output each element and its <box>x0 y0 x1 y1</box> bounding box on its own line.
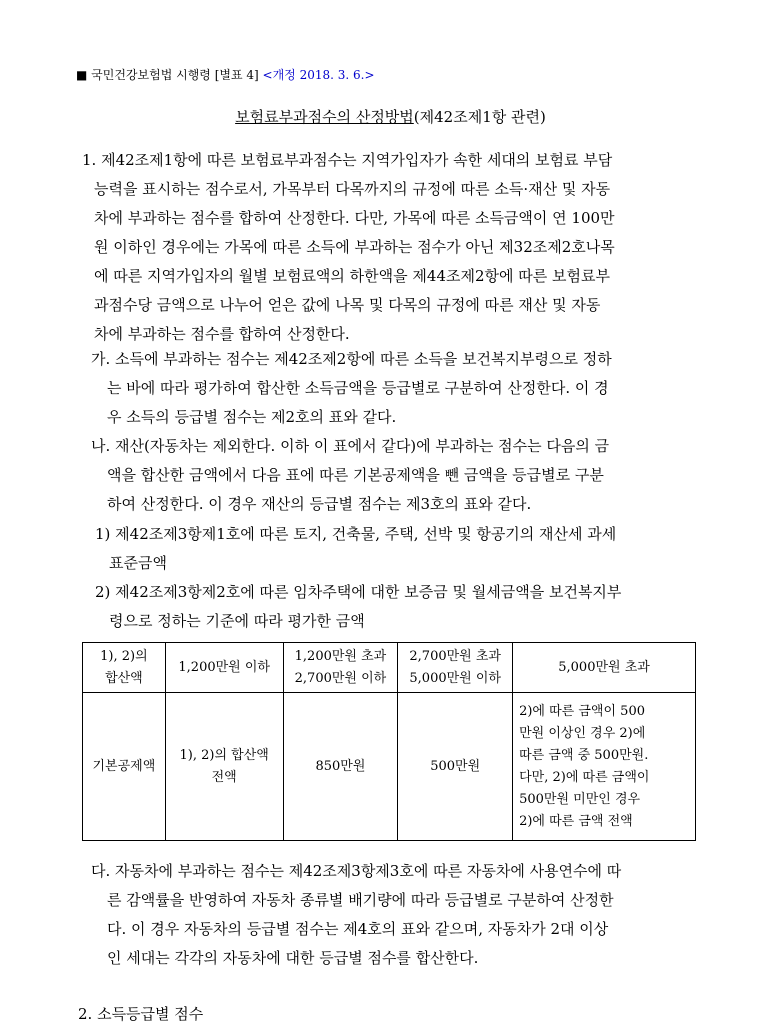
text-line: 1) 제42조제3항제1호에 따른 토지, 건축물, 주택, 선박 및 항공기의 재산세 과세 <box>95 525 617 543</box>
text-line: 액을 합산한 금액에서 다음 표에 따른 기본공제액을 뺀 금액을 등급별로 구분 <box>107 466 604 484</box>
header-prefix: ■ 국민건강보험법 시행령 [별표 4] <box>76 68 263 82</box>
text-line: 다. 이 경우 자동차의 등급별 점수는 제4호의 표와 같으며, 자동차가 2대 이상 <box>107 920 609 938</box>
text-line: 차에 부과하는 점수를 합하여 산정한다. 다만, 가목에 따른 소득금액이 연 100만 <box>94 209 615 227</box>
text-line: 하여 산정한다. 이 경우 재산의 등급별 점수는 제3호의 표와 같다. <box>107 495 532 513</box>
text-line: 른 감액률을 반영하여 자동차 종류별 배기량에 따라 등급별로 구분하여 산정한 <box>107 891 614 909</box>
text-line: 나. 재산(자동차는 제외한다. 이하 이 표에서 같다)에 부과하는 점수는 다음의 금 <box>91 437 610 455</box>
basic-deduction-table <box>82 642 696 841</box>
sub-item-1 <box>95 520 696 578</box>
text-line: 차에 부과하는 점수를 합하여 산정한다. <box>94 325 350 343</box>
amendment-link[interactable]: <개정 2018. 3. 6.> <box>262 68 375 82</box>
section-2-heading: 2. 소득등급별 점수 <box>78 1005 204 1023</box>
text-line: 2) 제42조제3항제2호에 따른 임차주택에 대한 보증금 및 월세금액을 보건복지부 <box>95 583 622 601</box>
text-line: 원 이하인 경우에는 가목에 따른 소득에 부과하는 점수가 아닌 제32조제2호나목 <box>94 238 615 256</box>
law-header <box>76 66 375 83</box>
table-cell: 1), 2)의 합산액 전액 <box>165 693 283 841</box>
item-da-paragraph <box>91 857 696 973</box>
text-line: 능력을 표시하는 점수로서, 가목부터 다목까지의 규정에 따른 소득·재산 및 자동 <box>94 180 611 198</box>
text-line: 우 소득의 등급별 점수는 제2호의 표와 같다. <box>107 408 397 426</box>
item-na-paragraph <box>91 432 696 519</box>
table-row <box>83 693 696 841</box>
text-line: 다. 자동차에 부과하는 점수는 제42조제3항제3호에 따른 자동차에 사용연수에 따 <box>91 862 622 880</box>
title-reference: (제42조제1항 관련) <box>413 108 546 126</box>
table-cell: 1), 2)의 합산액 <box>83 643 166 693</box>
table-cell: 2,700만원 초과 5,000만원 이하 <box>398 643 513 693</box>
sub-item-2 <box>95 578 696 636</box>
text-line: 에 따른 지역가입자의 월별 보험료액의 하한액을 제44조제2항에 따른 보험료부 <box>94 267 610 285</box>
table-cell: 1,200만원 이하 <box>165 643 283 693</box>
title-main: 보험료부과점수의 산정방법 <box>235 108 414 126</box>
text-line: 가. 소득에 부과하는 점수는 제42조제2항에 따른 소득을 보건복지부령으로 정하 <box>91 350 612 368</box>
table-header-row <box>83 643 696 693</box>
text-line: 인 세대는 각각의 자동차에 대한 등급별 점수를 합산한다. <box>107 949 479 967</box>
table-cell: 5,000만원 초과 <box>513 643 696 693</box>
item-ga-paragraph <box>91 345 696 432</box>
document-title <box>0 106 781 127</box>
text-line: 1. 제42조제1항에 따른 보험료부과점수는 지역가입자가 속한 세대의 보험료 부담 <box>82 151 613 169</box>
text-line: 표준금액 <box>109 554 167 572</box>
table-cell: 기본공제액 <box>83 693 166 841</box>
table-cell: 1,200만원 초과 2,700만원 이하 <box>283 643 398 693</box>
text-line: 령으로 정하는 기준에 따라 평가한 금액 <box>109 612 365 630</box>
section-1-paragraph <box>82 146 696 349</box>
text-line: 과점수당 금액으로 나누어 얻은 값에 나목 및 다목의 규정에 따른 재산 및 자동 <box>94 296 601 314</box>
text-line: 는 바에 따라 평가하여 합산한 소득금액을 등급별로 구분하여 산정한다. 이 경 <box>107 379 609 397</box>
table-cell: 500만원 <box>398 693 513 841</box>
table-cell: 2)에 따른 금액이 500 만원 이상인 경우 2)에 따른 금액 중 500만원. 다만, 2)에 따른 금액이 500만원 미만인 경우 2)에 따른 금액 전액 <box>513 693 696 841</box>
table-cell: 850만원 <box>283 693 398 841</box>
